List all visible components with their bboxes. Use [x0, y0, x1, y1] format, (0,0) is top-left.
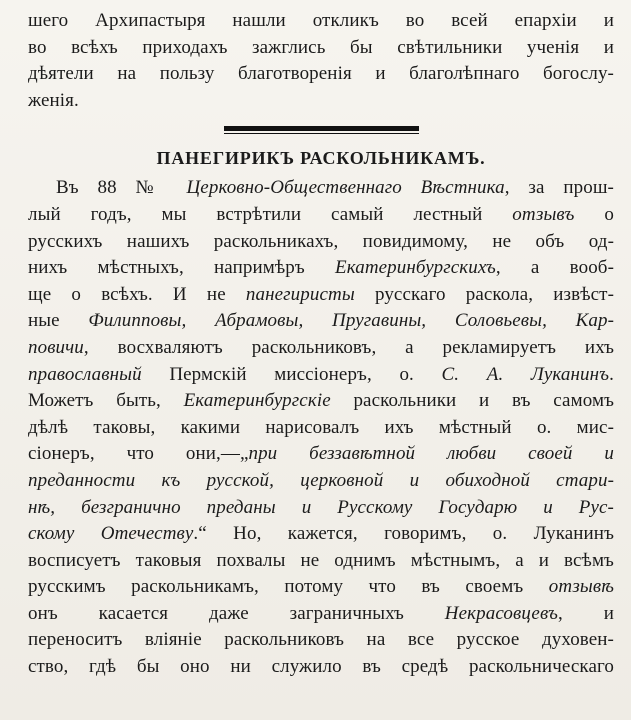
- text-line: шего Архипастыря нашли откликъ во всей епархіи и: [28, 10, 614, 31]
- text-run: онъ касается даже заграничныхъ: [28, 602, 445, 624]
- text-run: , а вооб-: [495, 257, 614, 279]
- text-run: сіонеръ, что они,—„: [28, 443, 249, 465]
- italic-run: Филипповы, Абрамовы, Пругавины, Соловьевы, Кар-: [88, 310, 614, 332]
- italic-run: при беззавѣтной любви своей и: [248, 443, 614, 465]
- text-run: нихъ мѣстныхъ, напримѣръ: [28, 257, 335, 279]
- italic-run: нѣ, безгранично преданы и Русскому Государю и Рус-: [28, 496, 614, 518]
- text-line: [28, 574, 614, 601]
- italic-run: С. А. Луканинъ: [441, 363, 610, 385]
- intro-paragraph: [28, 8, 614, 114]
- text-run: Пермскій миссіонеръ, о.: [141, 363, 442, 385]
- text-run: Можетъ быть,: [28, 390, 184, 412]
- text-line: [28, 335, 614, 362]
- text-run: .“ Но, кажется, говоримъ, о. Луканинъ: [193, 523, 615, 545]
- text-line: [28, 415, 614, 442]
- text-line: [28, 229, 614, 256]
- italic-run: Церковно-Общественнаго Вѣстника: [186, 177, 505, 199]
- text-run: Въ 88 №: [56, 177, 187, 199]
- text-line: [28, 627, 614, 654]
- text-run: ство, гдѣ бы оно ни служило въ средѣ раскольническаго: [28, 656, 614, 678]
- text-line: [28, 308, 614, 335]
- text-line: [28, 255, 614, 282]
- text-run: восписуетъ таковыя похвалы не однимъ мѣстнымъ, а и всѣмъ: [28, 549, 614, 571]
- text-line: [28, 521, 614, 548]
- italic-run: Некрасовцевъ: [444, 602, 559, 624]
- text-line: [28, 601, 614, 628]
- text-line: [28, 388, 614, 415]
- italic-run: панегиристы: [245, 283, 355, 305]
- text-line: [28, 548, 614, 575]
- text-run: переноситъ вліяніе раскольниковъ на все русское духовен-: [28, 629, 614, 651]
- italic-run: православный: [28, 363, 142, 385]
- text-line: во всѣхъ приходахъ зажглись бы свѣтильники ученія и: [28, 36, 614, 58]
- text-line: [28, 495, 614, 522]
- text-line: [28, 441, 614, 468]
- text-line: [28, 468, 614, 495]
- section-divider: [224, 126, 419, 134]
- text-run: раскольники и въ самомъ: [330, 390, 614, 412]
- article-title: ПАНЕГИРИКЪ РАСКОЛЬНИКАМЪ.: [156, 148, 486, 169]
- text-run: ные: [28, 310, 89, 332]
- text-run: , восхваляютъ раскольниковъ, а рекламируетъ ихъ: [83, 336, 614, 358]
- text-run: русскимъ раскольникамъ, потому что въ своемъ: [28, 576, 549, 598]
- text-line: [28, 202, 614, 229]
- text-run: .: [609, 363, 615, 385]
- text-line: [28, 175, 614, 202]
- text-run: о: [574, 203, 615, 225]
- text-run: , за прош-: [504, 177, 614, 199]
- text-line: [28, 362, 614, 389]
- italic-run: скому Отечеству: [28, 523, 194, 545]
- text-run: дѣлѣ таковы, какими нарисовалъ ихъ мѣстный о. мис-: [28, 416, 614, 438]
- italic-run: отзывѣ: [548, 576, 614, 598]
- text-line: [28, 282, 614, 309]
- italic-run: Екатеринбургскихъ: [335, 257, 496, 279]
- italic-run: Екатеринбургскіе: [183, 390, 331, 412]
- text-line: [28, 654, 614, 681]
- text-column: [28, 8, 614, 681]
- text-run: , и: [558, 602, 615, 624]
- text-run: ще о всѣхъ. И не: [28, 283, 246, 305]
- text-run: русскаго раскола, извѣст-: [354, 283, 615, 305]
- text-line: дѣятели на пользу благотворенія и благолѣпнаго богослу-: [28, 63, 614, 85]
- text-run: лый годъ, мы встрѣтили самый лестный: [28, 203, 513, 225]
- text-line: женія.: [28, 89, 79, 111]
- italic-run: преданности къ русской, церковной и обиходной стари-: [28, 469, 614, 491]
- text-run: русскихъ нашихъ раскольникахъ, повидимому, не объ од-: [28, 230, 614, 252]
- italic-run: отзывъ: [512, 203, 575, 225]
- article-body: [28, 175, 614, 680]
- italic-run: повичи: [28, 336, 84, 358]
